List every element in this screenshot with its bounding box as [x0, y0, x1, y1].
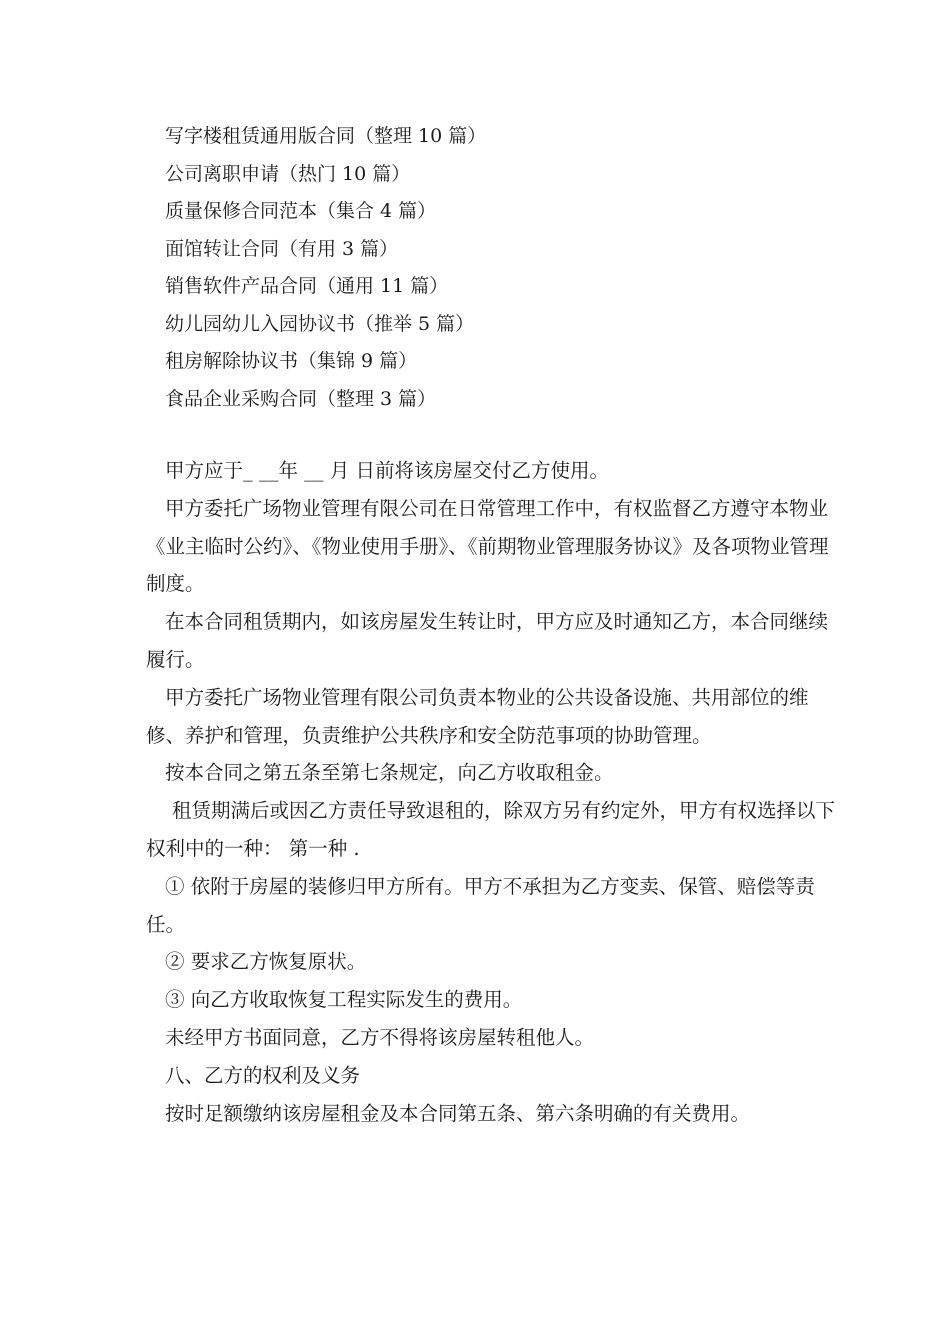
paragraph: 在本合同租赁期内，如该房屋发生转让时，甲方应及时通知乙方，本合同继续履行。 — [146, 610, 829, 671]
list-item[interactable]: 租房解除协议书（集锦 9 篇） — [165, 350, 418, 372]
related-documents-list — [165, 118, 865, 418]
paragraph: 甲方委托广场物业管理有限公司负责本物业的公共设备设施、共用部位的维修、养护和管理，负责维护公共秩序和安全防范事项的协助管理。 — [146, 685, 809, 747]
list-item[interactable]: 写字楼租赁通用版合同（整理 10 篇） — [165, 125, 487, 147]
list-item[interactable]: 销售软件产品合同（通用 11 篇） — [165, 275, 449, 297]
paragraph: 甲方委托广场物业管理有限公司在日常管理工作中，有权监督乙方遵守本物业《业主临时公约》、《物业使用手册》、《前期物业管理服务协议》及各项物业管理制度。 — [146, 496, 829, 596]
paragraph: 按本合同之第五条至第七条规定，向乙方收取租金。 — [165, 761, 614, 785]
paragraph: ① 依附于房屋的装修归甲方所有。甲方不承担为乙方变卖、保管、赔偿等责任。 — [146, 874, 815, 936]
paragraph: 按时足额缴纳该房屋租金及本合同第五条、第六条明确的有关费用。 — [165, 1101, 751, 1125]
paragraph: ③ 向乙方收取恢复工程实际发生的费用。 — [165, 988, 523, 1012]
section-heading: 八、乙方的权利及义务 — [165, 1063, 361, 1087]
list-item[interactable]: 公司离职申请（热门 10 篇） — [165, 162, 411, 185]
paragraph: ② 要求乙方恢复原状。 — [165, 950, 367, 974]
paragraph: 甲方应于_ __年 __ 月 日前将该房屋交付乙方使用。 — [165, 459, 610, 482]
list-item[interactable]: 幼儿园幼儿入园协议书（推举 5 篇） — [165, 312, 475, 335]
list-item[interactable]: 质量保修合同范本（集合 4 篇） — [165, 200, 437, 222]
list-item[interactable]: 食品企业采购合同（整理 3 篇） — [165, 387, 437, 410]
paragraph: 未经甲方书面同意，乙方不得将该房屋转租他人。 — [165, 1025, 595, 1049]
paragraph: 租赁期满后或因乙方责任导致退租的，除双方另有约定外，甲方有权选择以下权利中的一种： 第一种 . — [146, 799, 836, 860]
list-item[interactable]: 面馆转让合同（有用 3 篇） — [165, 237, 399, 260]
contract-body — [146, 452, 836, 1132]
